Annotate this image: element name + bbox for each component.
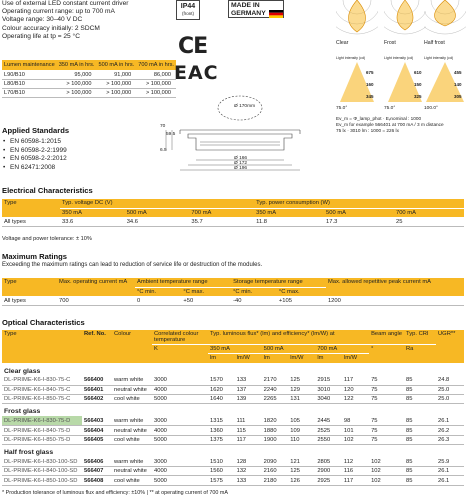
table-cell: 11.8 bbox=[254, 217, 324, 226]
table-cell: 102 bbox=[369, 476, 404, 485]
table-header-cell: ° bbox=[369, 345, 404, 364]
polar-chart-icon bbox=[384, 0, 426, 38]
section-title: Optical Characteristics bbox=[2, 318, 85, 327]
table-cell: cool white bbox=[112, 395, 152, 404]
table-header-row bbox=[2, 330, 464, 345]
cone-value: 325 bbox=[414, 94, 422, 99]
table-cell: > 100,000 bbox=[96, 79, 136, 88]
intensity-cone-clear bbox=[336, 56, 378, 111]
intro-line: Use of external LED constant current driver bbox=[2, 0, 129, 7]
table-cell: warm white bbox=[112, 376, 152, 385]
table-cell: 102 bbox=[369, 457, 404, 466]
ratings-table bbox=[2, 278, 464, 306]
german-flag-icon bbox=[269, 10, 283, 18]
table-cell: 1570 bbox=[208, 376, 235, 385]
table-header-cell: lm/W bbox=[342, 354, 369, 363]
table-cell: 122 bbox=[342, 395, 369, 404]
table-cell: 2445 bbox=[315, 416, 342, 425]
beam-angle-label: 100.0° bbox=[424, 106, 438, 111]
table-header-cell: 700 mA in hrs. bbox=[136, 60, 176, 70]
table-header-cell: 350 mA bbox=[208, 345, 262, 354]
table-cell: 116 bbox=[342, 467, 369, 476]
table-cell: 128 bbox=[235, 457, 262, 466]
table-cell: 129 bbox=[288, 385, 315, 394]
table-cell: 85 bbox=[404, 395, 436, 404]
table-cell: DL-PRIME-K6-I-840-75-C bbox=[2, 385, 82, 394]
group-title: Clear glass bbox=[4, 367, 41, 375]
table-cell: 117 bbox=[342, 476, 369, 485]
table-cell: 25 bbox=[394, 217, 464, 226]
table-cell: DL-PRIME-K6-I-850-100-SD bbox=[2, 476, 82, 485]
table-cell: 121 bbox=[288, 457, 315, 466]
lumen-maintenance-table bbox=[2, 60, 176, 98]
table-header-cell: Max. allowed repetitive peak current mA bbox=[326, 278, 464, 296]
polar-diagram-half-frost bbox=[424, 0, 466, 46]
cone-value: 610 bbox=[414, 70, 422, 75]
group-header-row bbox=[2, 404, 464, 417]
ref-number-cell: 566408 bbox=[82, 476, 112, 485]
table-header-cell: °C max. bbox=[277, 287, 326, 296]
table-cell: 26.1 bbox=[436, 416, 464, 425]
table-cell: 109 bbox=[288, 426, 315, 435]
formula-line: Ev_m = Φ_lamp_phot · Eᵥnominal : 1000 bbox=[336, 116, 422, 121]
table-cell: 1620 bbox=[208, 385, 235, 394]
ip44-badge bbox=[176, 0, 200, 20]
intro-line: Operating current range: up to 700 mA bbox=[2, 8, 115, 16]
table-cell: 1375 bbox=[208, 435, 235, 444]
cone-caption: Light intensity (cd) bbox=[424, 56, 454, 60]
table-cell: 4000 bbox=[152, 467, 208, 476]
table-cell: 5000 bbox=[152, 476, 208, 485]
table-header-cell: 500 mA bbox=[262, 345, 316, 354]
table-row bbox=[2, 426, 464, 435]
table-cell: cool white bbox=[112, 435, 152, 444]
table-cell: > 100,000 bbox=[136, 79, 176, 88]
table-cell: 3000 bbox=[152, 457, 208, 466]
table-cell: 700 bbox=[57, 296, 135, 305]
table-header-row bbox=[2, 60, 176, 70]
table-cell: > 100,000 bbox=[96, 88, 136, 97]
dim-label: 6.5 bbox=[160, 148, 167, 153]
table-cell: 3040 bbox=[315, 395, 342, 404]
table-cell: 24.8 bbox=[436, 376, 464, 385]
table-cell: 1510 bbox=[208, 457, 235, 466]
table-cell: 25.9 bbox=[436, 457, 464, 466]
table-cell: 1900 bbox=[262, 435, 289, 444]
table-cell: 1360 bbox=[208, 426, 235, 435]
list-item: • EN 62471:2008 bbox=[2, 164, 69, 173]
table-header-cell: 350 mA bbox=[60, 208, 125, 217]
table-cell: +105 bbox=[277, 296, 326, 305]
table-cell: L90/B10 bbox=[2, 70, 57, 79]
table-cell: neutral white bbox=[112, 426, 152, 435]
ref-number-cell: 566404 bbox=[82, 426, 112, 435]
table-header-cell: lm/W bbox=[235, 354, 262, 363]
table-header-cell: Typ. luminous flux* (lm) and efficiency* (lm/W) at bbox=[208, 330, 369, 345]
table-header-cell: Type bbox=[2, 278, 57, 296]
eac-mark: EAC bbox=[174, 62, 219, 84]
beam-angle-label: 75.0° bbox=[336, 106, 348, 111]
table-cell: 85 bbox=[404, 457, 436, 466]
cone-value: 305 bbox=[454, 94, 462, 99]
ip44-sub-label: (front) bbox=[181, 11, 194, 16]
cone-caption: Light intensity (cd) bbox=[336, 56, 366, 60]
table-cell: 2180 bbox=[262, 476, 289, 485]
intensity-cone-frost bbox=[384, 56, 426, 111]
beam-angle-label: 75.0° bbox=[384, 106, 396, 111]
table-header-cell: Typ. CRI bbox=[404, 330, 436, 345]
table-cell: 125 bbox=[288, 376, 315, 385]
table-header-cell: Lumen maintenance bbox=[2, 60, 57, 70]
section-title: Applied Standards bbox=[2, 126, 70, 135]
table-cell: 35.7 bbox=[189, 217, 254, 226]
polar-chart-icon bbox=[336, 0, 378, 38]
table-cell: 1880 bbox=[262, 426, 289, 435]
table-header-cell: lm bbox=[315, 354, 342, 363]
table-cell: 110 bbox=[288, 435, 315, 444]
formula-line: Ev_m for example 566401 at 700 mA / 3 m distance bbox=[336, 122, 444, 127]
cutout-label: Ø 170mm bbox=[234, 104, 256, 109]
ip44-label: IP44 bbox=[180, 3, 196, 10]
table-cell: 120 bbox=[342, 385, 369, 394]
table-cell: 139 bbox=[235, 395, 262, 404]
table-cell: > 100,000 bbox=[57, 79, 97, 88]
table-cell: 117 bbox=[342, 376, 369, 385]
table-cell: 2160 bbox=[262, 467, 289, 476]
table-cell: 102 bbox=[369, 467, 404, 476]
table-header-cell: lm bbox=[262, 354, 289, 363]
table-header-cell: 700 mA bbox=[394, 208, 464, 217]
electrical-table bbox=[2, 199, 464, 227]
table-cell: warm white bbox=[112, 457, 152, 466]
table-cell: 1575 bbox=[208, 476, 235, 485]
table-cell: > 100,000 bbox=[57, 88, 97, 97]
polar-diagram-clear bbox=[336, 0, 378, 46]
table-header-cell: 500 mA bbox=[125, 208, 190, 217]
table-cell: 75 bbox=[369, 435, 404, 444]
table-cell: 105 bbox=[288, 416, 315, 425]
table-cell: All types bbox=[2, 217, 60, 226]
table-cell: > 100,000 bbox=[136, 88, 176, 97]
diagram-name: Clear bbox=[336, 40, 349, 46]
table-header-cell: °C min. bbox=[231, 287, 277, 296]
table-cell: 132 bbox=[235, 467, 262, 476]
intro-line: Voltage range: 30–40 V DC bbox=[2, 16, 83, 24]
table-cell: 4000 bbox=[152, 426, 208, 435]
table-cell: 5000 bbox=[152, 435, 208, 444]
list-item: • EN 60598-2-2:1999 bbox=[2, 147, 69, 156]
table-header-cell: 500 mA bbox=[324, 208, 394, 217]
table-cell: 1820 bbox=[262, 416, 289, 425]
table-cell: 2240 bbox=[262, 385, 289, 394]
table-header-cell: K bbox=[152, 345, 208, 364]
made-in-germany-badge bbox=[228, 0, 284, 18]
table-header-cell: Colour bbox=[112, 330, 152, 363]
table-cell: 85 bbox=[404, 435, 436, 444]
table-cell: 25.0 bbox=[436, 385, 464, 394]
table-cell: 3000 bbox=[152, 416, 208, 425]
ref-number-cell: 566401 bbox=[82, 385, 112, 394]
table-header-cell: Type bbox=[2, 330, 82, 363]
table-header-cell: 700 mA bbox=[315, 345, 369, 354]
table-cell: 85 bbox=[404, 426, 436, 435]
formula-line: 75 lx · 3010 lm : 1000 = 226 lx bbox=[336, 128, 399, 133]
table-row bbox=[2, 376, 464, 385]
table-header-row bbox=[2, 208, 464, 217]
dim-label: Ø 166 bbox=[234, 156, 248, 161]
table-header-cell: Max. operating current mA bbox=[57, 278, 135, 296]
polar-chart-icon bbox=[424, 0, 466, 38]
table-cell: 101 bbox=[342, 426, 369, 435]
table-cell: 2915 bbox=[315, 376, 342, 385]
ref-number-cell: 566405 bbox=[82, 435, 112, 444]
table-header-cell: 350 mA in hrs. bbox=[57, 60, 97, 70]
table-header-row bbox=[2, 199, 464, 208]
standards-list bbox=[2, 138, 69, 172]
dim-label: 59.5 bbox=[166, 132, 176, 137]
table-cell: 2805 bbox=[315, 457, 342, 466]
table-header-cell: lm bbox=[208, 354, 235, 363]
optical-footnote: * Production tolerance of luminous flux and efficiency: ±10% | ** at operating current of 700 mA bbox=[2, 490, 229, 496]
table-header-cell: Correlated colour temperature bbox=[152, 330, 208, 345]
intro-line: Operating life at tp = 25 °C bbox=[2, 32, 80, 40]
formula-block bbox=[336, 116, 464, 134]
table-row bbox=[2, 435, 464, 444]
polar-diagram-frost bbox=[384, 0, 426, 46]
table-cell: 2090 bbox=[262, 457, 289, 466]
ref-number-cell: 566406 bbox=[82, 457, 112, 466]
table-cell: +50 bbox=[181, 296, 231, 305]
group-title: Half frost glass bbox=[4, 449, 54, 457]
table-cell: DL-PRIME-K6-I-830-75-D bbox=[2, 416, 82, 425]
table-header-cell: Type bbox=[2, 199, 60, 217]
group-header-row bbox=[2, 445, 464, 458]
table-row bbox=[2, 217, 464, 226]
table-cell: DL-PRIME-K6-I-850-75-D bbox=[2, 435, 82, 444]
table-cell: 75 bbox=[369, 426, 404, 435]
table-cell: 85 bbox=[404, 376, 436, 385]
table-row bbox=[2, 296, 464, 305]
table-cell: 111 bbox=[235, 416, 262, 425]
table-cell: 5000 bbox=[152, 395, 208, 404]
table-cell: 117 bbox=[235, 435, 262, 444]
table-header-cell: °C max. bbox=[181, 287, 231, 296]
table-header-cell: Typ. power consumption (W) bbox=[254, 199, 464, 208]
table-cell: 85 bbox=[404, 467, 436, 476]
list-item: • EN 60598-1:2015 bbox=[2, 138, 69, 147]
table-cell: 133 bbox=[235, 476, 262, 485]
diagram-name: Frost bbox=[384, 40, 396, 46]
cone-value: 455 bbox=[454, 70, 462, 75]
table-cell: 0 bbox=[135, 296, 181, 305]
table-cell: 86,000 bbox=[136, 70, 176, 79]
table-header-cell: Ref. No. bbox=[82, 330, 112, 363]
applied-standards bbox=[2, 126, 69, 172]
table-cell: 33.6 bbox=[60, 217, 125, 226]
table-header-row bbox=[2, 278, 464, 287]
table-cell: 26.1 bbox=[436, 476, 464, 485]
table-row bbox=[2, 70, 176, 79]
table-cell: DL-PRIME-K6-I-830-75-C bbox=[2, 376, 82, 385]
table-cell: 17.3 bbox=[324, 217, 394, 226]
table-cell: neutral white bbox=[112, 385, 152, 394]
table-cell: 91,000 bbox=[96, 70, 136, 79]
table-cell: 112 bbox=[342, 457, 369, 466]
table-header-cell: Ambient temperature range bbox=[135, 278, 231, 287]
cone-caption: Light intensity (cd) bbox=[384, 56, 414, 60]
diagram-name: Half frost bbox=[424, 40, 445, 46]
table-header-cell: Beam angle bbox=[369, 330, 404, 345]
table-cell: 95,000 bbox=[57, 70, 97, 79]
table-cell: 1200 bbox=[326, 296, 464, 305]
table-header-cell: 350 mA bbox=[254, 208, 324, 217]
intro-line: Colour accuracy initially: 2 SDCM bbox=[2, 24, 100, 32]
table-cell: 25.0 bbox=[436, 395, 464, 404]
table-row bbox=[2, 395, 464, 404]
table-cell: 102 bbox=[342, 435, 369, 444]
electrical-section bbox=[2, 186, 93, 195]
dim-label: 70 bbox=[160, 124, 166, 129]
table-cell: 75 bbox=[369, 385, 404, 394]
table-cell: -40 bbox=[231, 296, 277, 305]
electrical-note: Voltage and power tolerance: ± 10% bbox=[2, 236, 92, 242]
table-header-cell: Storage temperature range bbox=[231, 278, 326, 287]
table-row bbox=[2, 467, 464, 476]
table-cell: 4000 bbox=[152, 385, 208, 394]
table-header-cell: 500 mA in hrs. bbox=[96, 60, 136, 70]
table-cell: 26.2 bbox=[436, 426, 464, 435]
table-cell: 2170 bbox=[262, 376, 289, 385]
ratings-section bbox=[2, 252, 262, 268]
table-row bbox=[2, 476, 464, 485]
table-cell: 131 bbox=[288, 395, 315, 404]
table-row bbox=[2, 457, 464, 466]
table-cell: 2925 bbox=[315, 476, 342, 485]
dim-label: Ø 196 bbox=[234, 166, 248, 171]
table-cell: 75 bbox=[369, 395, 404, 404]
dim-label: Ø 172 bbox=[234, 161, 248, 166]
table-cell: 125 bbox=[288, 467, 315, 476]
table-cell: 3010 bbox=[315, 385, 342, 394]
table-cell: DL-PRIME-K6-I-850-75-C bbox=[2, 395, 82, 404]
table-cell: 75 bbox=[369, 376, 404, 385]
ref-number-cell: 566400 bbox=[82, 376, 112, 385]
table-cell: 26.1 bbox=[436, 467, 464, 476]
table-cell: 133 bbox=[235, 376, 262, 385]
ref-number-cell: 566407 bbox=[82, 467, 112, 476]
table-cell: 2900 bbox=[315, 467, 342, 476]
ref-number-cell: 566403 bbox=[82, 416, 112, 425]
table-header-cell: °C min. bbox=[135, 287, 181, 296]
table-cell: 137 bbox=[235, 385, 262, 394]
table-header-cell: UGR** bbox=[436, 330, 464, 363]
optical-table bbox=[2, 330, 464, 486]
table-cell: 75 bbox=[369, 416, 404, 425]
cone-value: 345 bbox=[366, 94, 374, 99]
table-cell: L80/B10 bbox=[2, 79, 57, 88]
table-cell: warm white bbox=[112, 416, 152, 425]
table-cell: L70/B10 bbox=[2, 88, 57, 97]
cone-value: 150 bbox=[414, 82, 422, 87]
table-cell: 115 bbox=[235, 426, 262, 435]
table-cell: DL-PRIME-K6-I-840-100-SD bbox=[2, 467, 82, 476]
table-cell: 1560 bbox=[208, 467, 235, 476]
optical-section bbox=[2, 318, 85, 327]
table-header-cell: Ra bbox=[404, 345, 436, 364]
table-header-cell: 700 mA bbox=[189, 208, 254, 217]
cone-value: 160 bbox=[366, 82, 374, 87]
table-cell: 85 bbox=[404, 385, 436, 394]
table-cell: neutral white bbox=[112, 467, 152, 476]
cone-value: 140 bbox=[454, 82, 462, 87]
table-cell: 3000 bbox=[152, 376, 208, 385]
table-cell: 1315 bbox=[208, 416, 235, 425]
ratings-subtitle: Exceeding the maximum ratings can lead to reduction of service life or destruction of the modules. bbox=[2, 262, 263, 268]
group-title: Frost glass bbox=[4, 408, 41, 416]
table-cell: All types bbox=[2, 296, 57, 305]
table-cell: 1640 bbox=[208, 395, 235, 404]
table-cell: 126 bbox=[288, 476, 315, 485]
table-cell: 34.6 bbox=[125, 217, 190, 226]
table-cell: 85 bbox=[404, 476, 436, 485]
table-cell: 85 bbox=[404, 416, 436, 425]
ce-mark: CE bbox=[178, 34, 208, 59]
group-header-row bbox=[2, 363, 464, 376]
table-cell: 2550 bbox=[315, 435, 342, 444]
table-cell: 2265 bbox=[262, 395, 289, 404]
table-row bbox=[2, 88, 176, 97]
table-header-cell: lm/W bbox=[288, 354, 315, 363]
table-row bbox=[2, 416, 464, 425]
ref-number-cell: 566402 bbox=[82, 395, 112, 404]
table-row bbox=[2, 79, 176, 88]
intro-text bbox=[2, 0, 128, 41]
section-title: Maximum Ratings bbox=[2, 252, 67, 261]
made-in-label: MADE IN GERMANY bbox=[231, 2, 266, 17]
table-cell: cool white bbox=[112, 476, 152, 485]
table-cell: 26.3 bbox=[436, 435, 464, 444]
table-cell: 2525 bbox=[315, 426, 342, 435]
table-cell: 98 bbox=[342, 416, 369, 425]
table-row bbox=[2, 385, 464, 394]
section-title: Electrical Characteristics bbox=[2, 186, 93, 195]
table-cell: DL-PRIME-K6-I-830-100-SD bbox=[2, 457, 82, 466]
list-item: • EN 60598-2-2:2012 bbox=[2, 155, 69, 164]
table-cell: DL-PRIME-K6-I-840-75-D bbox=[2, 426, 82, 435]
table-header-cell: Typ. voltage DC (V) bbox=[60, 199, 254, 208]
intensity-cone-half-frost bbox=[424, 56, 466, 111]
cone-value: 675 bbox=[366, 70, 374, 75]
